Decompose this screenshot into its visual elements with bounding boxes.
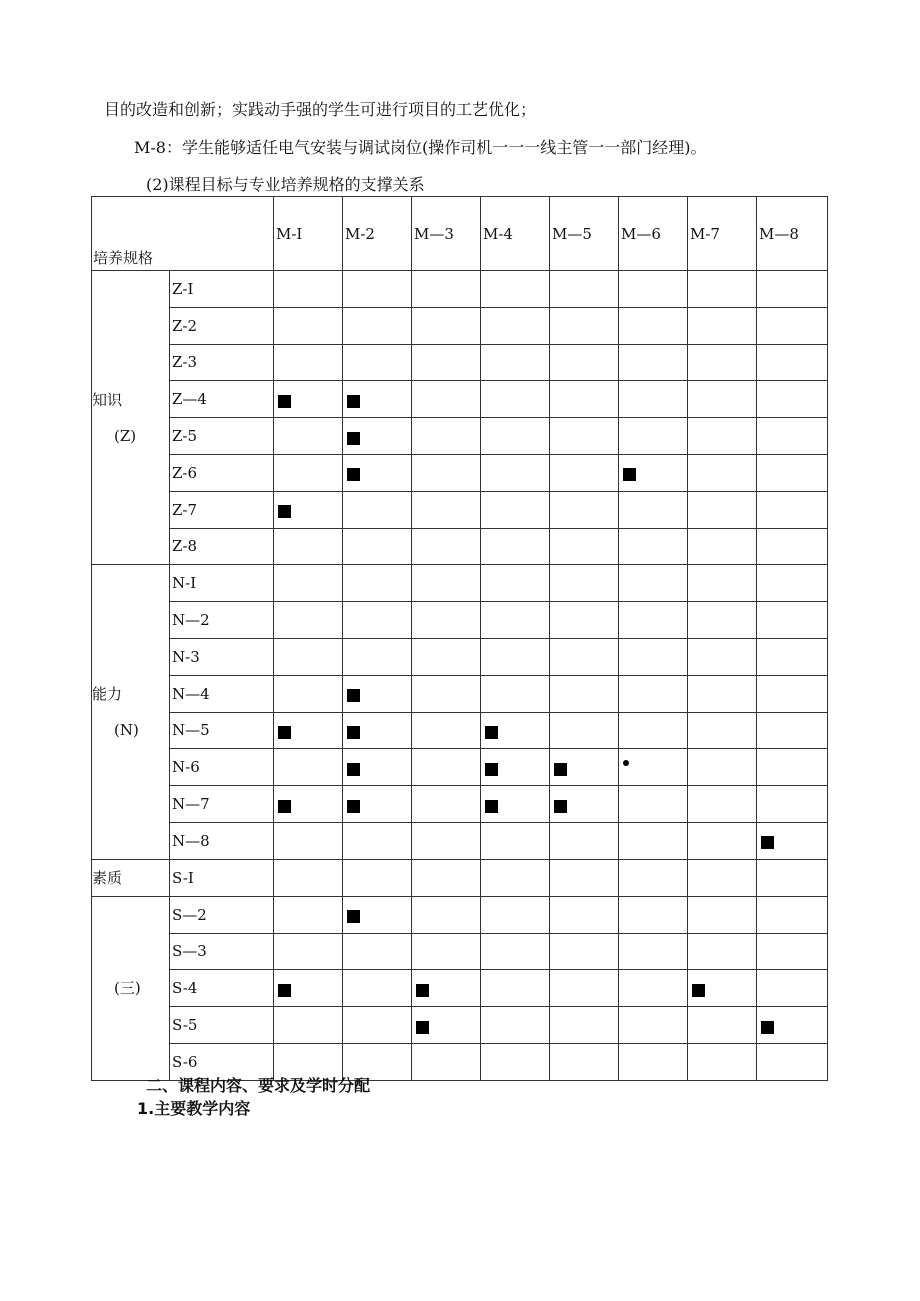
matrix-cell <box>274 418 343 455</box>
table-row <box>92 307 828 344</box>
matrix-cell <box>481 1007 550 1044</box>
matrix-cell <box>412 344 481 381</box>
row-code-cell: S—3 <box>170 933 274 970</box>
group-label: 素质 <box>92 868 123 887</box>
matrix-cell <box>412 822 481 859</box>
section-heading: 二、课程内容、要求及学时分配 <box>146 1076 371 1095</box>
matrix-cell <box>412 602 481 639</box>
matrix-cell <box>481 786 550 823</box>
matrix-cell <box>619 822 688 859</box>
matrix-cell <box>757 1043 828 1080</box>
filled-square-mark-icon <box>347 395 360 408</box>
matrix-cell <box>274 565 343 602</box>
matrix-cell <box>757 896 828 933</box>
matrix-cell <box>550 1007 619 1044</box>
matrix-cell <box>481 822 550 859</box>
matrix-cell <box>412 381 481 418</box>
matrix-cell <box>688 712 757 749</box>
matrix-cell <box>688 970 757 1007</box>
matrix-cell <box>757 528 828 565</box>
matrix-cell <box>343 565 412 602</box>
matrix-cell <box>619 271 688 308</box>
matrix-cell <box>688 675 757 712</box>
matrix-cell <box>274 602 343 639</box>
filled-square-mark-icon <box>347 432 360 445</box>
matrix-cell <box>274 675 343 712</box>
matrix-cell <box>343 491 412 528</box>
matrix-cell <box>619 418 688 455</box>
row-code-cell: Z—4 <box>170 381 274 418</box>
matrix-cell <box>688 638 757 675</box>
table-row <box>92 344 828 381</box>
matrix-cell <box>688 602 757 639</box>
group-label-cell <box>92 565 170 859</box>
matrix-cell <box>412 1007 481 1044</box>
matrix-cell <box>757 970 828 1007</box>
matrix-cell <box>757 1007 828 1044</box>
filled-square-mark-icon <box>416 984 429 997</box>
matrix-cell <box>619 344 688 381</box>
table-row <box>92 896 828 933</box>
table-row <box>92 859 828 896</box>
row-code-cell: N—4 <box>170 675 274 712</box>
matrix-cell <box>688 749 757 786</box>
matrix-cell <box>619 749 688 786</box>
matrix-cell <box>688 491 757 528</box>
group-label-cell <box>92 859 170 896</box>
row-code-cell: Z-6 <box>170 454 274 491</box>
table-row <box>92 675 828 712</box>
matrix-cell <box>688 1007 757 1044</box>
filled-square-mark-icon <box>278 726 291 739</box>
matrix-cell <box>757 859 828 896</box>
matrix-cell <box>688 381 757 418</box>
matrix-cell <box>412 749 481 786</box>
matrix-cell <box>550 418 619 455</box>
matrix-cell <box>481 933 550 970</box>
matrix-cell <box>550 896 619 933</box>
matrix-cell <box>550 565 619 602</box>
matrix-cell <box>343 933 412 970</box>
matrix-cell <box>274 638 343 675</box>
filled-square-mark-icon <box>278 395 291 408</box>
matrix-cell <box>550 344 619 381</box>
filled-square-mark-icon <box>692 984 705 997</box>
matrix-cell <box>481 528 550 565</box>
filled-square-mark-icon <box>761 836 774 849</box>
row-code-cell: N—5 <box>170 712 274 749</box>
matrix-cell <box>550 528 619 565</box>
row-code-cell: S-4 <box>170 970 274 1007</box>
matrix-cell <box>343 896 412 933</box>
matrix-cell <box>550 638 619 675</box>
matrix-cell <box>343 675 412 712</box>
matrix-cell <box>274 786 343 823</box>
matrix-cell <box>343 418 412 455</box>
matrix-cell <box>619 381 688 418</box>
matrix-cell <box>550 712 619 749</box>
matrix-cell <box>688 565 757 602</box>
matrix-cell <box>274 491 343 528</box>
matrix-cell <box>412 528 481 565</box>
matrix-cell <box>619 491 688 528</box>
group-label: (Z) <box>114 426 137 445</box>
matrix-cell <box>688 822 757 859</box>
matrix-cell <box>274 307 343 344</box>
row-code-cell: N—8 <box>170 822 274 859</box>
table-row <box>92 749 828 786</box>
subsection-heading: 1.主要教学内容 <box>137 1099 251 1118</box>
matrix-cell <box>343 1043 412 1080</box>
matrix-cell <box>481 970 550 1007</box>
row-code-cell: N-I <box>170 565 274 602</box>
row-code-cell: N-6 <box>170 749 274 786</box>
matrix-cell <box>757 271 828 308</box>
matrix-cell <box>343 786 412 823</box>
matrix-cell <box>412 307 481 344</box>
matrix-cell <box>343 638 412 675</box>
table-row <box>92 381 828 418</box>
matrix-cell <box>757 638 828 675</box>
matrix-cell <box>274 970 343 1007</box>
column-header: M—5 <box>550 197 619 271</box>
matrix-cell <box>757 786 828 823</box>
group-label: (三) <box>114 979 141 998</box>
matrix-cell <box>688 307 757 344</box>
matrix-cell <box>619 307 688 344</box>
matrix-cell <box>274 381 343 418</box>
matrix-cell <box>688 528 757 565</box>
matrix-cell <box>343 1007 412 1044</box>
table-row <box>92 491 828 528</box>
matrix-cell <box>274 822 343 859</box>
matrix-cell <box>481 307 550 344</box>
row-code-cell: N—2 <box>170 602 274 639</box>
table-row <box>92 565 828 602</box>
support-matrix-table <box>91 196 828 1081</box>
matrix-cell <box>757 675 828 712</box>
matrix-cell <box>412 786 481 823</box>
matrix-cell <box>274 454 343 491</box>
column-header: M-I <box>274 197 343 271</box>
group-label-cell <box>92 896 170 1080</box>
matrix-cell <box>481 454 550 491</box>
matrix-cell <box>481 638 550 675</box>
matrix-cell <box>412 491 481 528</box>
matrix-cell <box>757 307 828 344</box>
matrix-cell <box>412 933 481 970</box>
matrix-cell <box>343 528 412 565</box>
matrix-cell <box>274 528 343 565</box>
matrix-cell <box>343 381 412 418</box>
matrix-cell <box>688 786 757 823</box>
matrix-cell <box>343 454 412 491</box>
matrix-cell <box>343 712 412 749</box>
matrix-cell <box>757 454 828 491</box>
matrix-cell <box>619 1007 688 1044</box>
matrix-cell <box>274 1007 343 1044</box>
filled-square-mark-icon <box>761 1021 774 1034</box>
matrix-cell <box>481 1043 550 1080</box>
matrix-cell <box>481 271 550 308</box>
matrix-cell <box>412 970 481 1007</box>
matrix-cell <box>481 602 550 639</box>
matrix-cell <box>412 859 481 896</box>
matrix-cell <box>757 344 828 381</box>
matrix-cell <box>619 896 688 933</box>
matrix-cell <box>619 1043 688 1080</box>
matrix-cell <box>619 970 688 1007</box>
table-row <box>92 822 828 859</box>
filled-square-mark-icon <box>278 800 291 813</box>
matrix-cell <box>481 418 550 455</box>
group-label-cell <box>92 271 170 565</box>
filled-square-mark-icon <box>554 763 567 776</box>
matrix-cell <box>688 859 757 896</box>
matrix-cell <box>688 933 757 970</box>
filled-square-mark-icon <box>278 984 291 997</box>
paragraph-line-2: M-8：学生能够适任电气安装与调试岗位(操作司机一一一线主管一一部门经理)。 <box>134 138 707 157</box>
matrix-cell <box>412 712 481 749</box>
matrix-cell <box>343 859 412 896</box>
table-row <box>92 602 828 639</box>
matrix-cell <box>688 896 757 933</box>
table-row <box>92 933 828 970</box>
matrix-cell <box>481 565 550 602</box>
filled-square-mark-icon <box>485 726 498 739</box>
table-row <box>92 970 828 1007</box>
matrix-cell <box>274 271 343 308</box>
filled-square-mark-icon <box>347 468 360 481</box>
matrix-cell <box>412 418 481 455</box>
matrix-cell <box>412 565 481 602</box>
matrix-cell <box>619 528 688 565</box>
matrix-cell <box>688 271 757 308</box>
matrix-cell <box>481 712 550 749</box>
filled-square-mark-icon <box>416 1021 429 1034</box>
matrix-cell <box>481 491 550 528</box>
matrix-cell <box>481 675 550 712</box>
matrix-cell <box>757 381 828 418</box>
matrix-cell <box>619 602 688 639</box>
filled-square-mark-icon <box>347 800 360 813</box>
matrix-cell <box>343 602 412 639</box>
matrix-cell <box>481 859 550 896</box>
table-caption: (2)课程目标与专业培养规格的支撑关系 <box>146 175 425 194</box>
filled-square-mark-icon <box>554 800 567 813</box>
matrix-cell <box>550 271 619 308</box>
row-code-cell: N—7 <box>170 786 274 823</box>
matrix-cell <box>550 675 619 712</box>
matrix-cell <box>757 712 828 749</box>
row-code-cell: Z-7 <box>170 491 274 528</box>
matrix-cell <box>481 749 550 786</box>
table-row <box>92 454 828 491</box>
column-header: M-7 <box>688 197 757 271</box>
table-row <box>92 1007 828 1044</box>
matrix-cell <box>619 933 688 970</box>
matrix-cell <box>412 896 481 933</box>
matrix-cell <box>688 344 757 381</box>
row-code-cell: S—2 <box>170 896 274 933</box>
matrix-cell <box>343 749 412 786</box>
filled-square-mark-icon <box>485 763 498 776</box>
matrix-cell <box>619 565 688 602</box>
filled-square-mark-icon <box>347 726 360 739</box>
column-header: M—3 <box>412 197 481 271</box>
row-code-cell: Z-2 <box>170 307 274 344</box>
row-code-cell: Z-8 <box>170 528 274 565</box>
group-label: 能力 <box>92 685 123 704</box>
column-header: M-2 <box>343 197 412 271</box>
matrix-cell <box>274 712 343 749</box>
filled-square-mark-icon <box>485 800 498 813</box>
table-row <box>92 1043 828 1080</box>
header-row <box>92 197 828 271</box>
corner-header-cell <box>92 197 274 271</box>
matrix-cell <box>274 859 343 896</box>
column-header: M—8 <box>757 197 828 271</box>
matrix-cell <box>412 454 481 491</box>
row-code-cell: S-5 <box>170 1007 274 1044</box>
matrix-cell <box>757 822 828 859</box>
matrix-cell <box>550 454 619 491</box>
matrix-cell <box>619 638 688 675</box>
matrix-cell <box>619 454 688 491</box>
matrix-cell <box>412 1043 481 1080</box>
matrix-cell <box>274 1043 343 1080</box>
matrix-cell <box>343 822 412 859</box>
matrix-cell <box>343 970 412 1007</box>
matrix-cell <box>757 749 828 786</box>
matrix-cell <box>757 602 828 639</box>
table-row <box>92 638 828 675</box>
column-header: M—6 <box>619 197 688 271</box>
matrix-cell <box>688 1043 757 1080</box>
table-row <box>92 712 828 749</box>
row-code-cell: Z-I <box>170 271 274 308</box>
matrix-cell <box>757 491 828 528</box>
row-code-cell: Z-5 <box>170 418 274 455</box>
matrix-cell <box>412 271 481 308</box>
row-code-cell: S-I <box>170 859 274 896</box>
matrix-cell <box>550 602 619 639</box>
matrix-cell <box>757 418 828 455</box>
paragraph-line-1: 目的改造和创新；实践动手强的学生可进行项目的工艺优化； <box>104 100 537 119</box>
matrix-cell <box>688 454 757 491</box>
filled-square-mark-icon <box>278 505 291 518</box>
matrix-cell <box>481 344 550 381</box>
filled-square-mark-icon <box>347 763 360 776</box>
filled-square-mark-icon <box>347 910 360 923</box>
group-label: 知识 <box>92 390 123 409</box>
corner-label: 培养规格 <box>93 249 154 267</box>
dot-mark-icon <box>623 760 629 766</box>
group-label: (N) <box>114 721 139 740</box>
table-row <box>92 271 828 308</box>
matrix-cell <box>412 638 481 675</box>
row-code-cell: S-6 <box>170 1043 274 1080</box>
column-header: M-4 <box>481 197 550 271</box>
matrix-cell <box>274 896 343 933</box>
matrix-cell <box>343 344 412 381</box>
row-code-cell: N-3 <box>170 638 274 675</box>
table-row <box>92 786 828 823</box>
matrix-cell <box>550 970 619 1007</box>
matrix-cell <box>343 271 412 308</box>
table-row <box>92 528 828 565</box>
matrix-cell <box>757 933 828 970</box>
filled-square-mark-icon <box>347 689 360 702</box>
matrix-cell <box>550 933 619 970</box>
row-code-cell: Z-3 <box>170 344 274 381</box>
matrix-cell <box>550 491 619 528</box>
matrix-cell <box>619 859 688 896</box>
matrix-cell <box>412 675 481 712</box>
matrix-cell <box>343 307 412 344</box>
matrix-cell <box>550 786 619 823</box>
matrix-cell <box>550 859 619 896</box>
matrix-cell <box>481 381 550 418</box>
matrix-cell <box>550 307 619 344</box>
matrix-cell <box>550 1043 619 1080</box>
matrix-cell <box>757 565 828 602</box>
matrix-cell <box>274 749 343 786</box>
matrix-cell <box>619 786 688 823</box>
matrix-cell <box>550 822 619 859</box>
matrix-cell <box>274 344 343 381</box>
matrix-cell <box>550 749 619 786</box>
filled-square-mark-icon <box>623 468 636 481</box>
matrix-cell <box>274 933 343 970</box>
table-row <box>92 418 828 455</box>
matrix-cell <box>550 381 619 418</box>
matrix-cell <box>481 896 550 933</box>
matrix-cell <box>619 712 688 749</box>
matrix-cell <box>619 675 688 712</box>
matrix-cell <box>688 418 757 455</box>
